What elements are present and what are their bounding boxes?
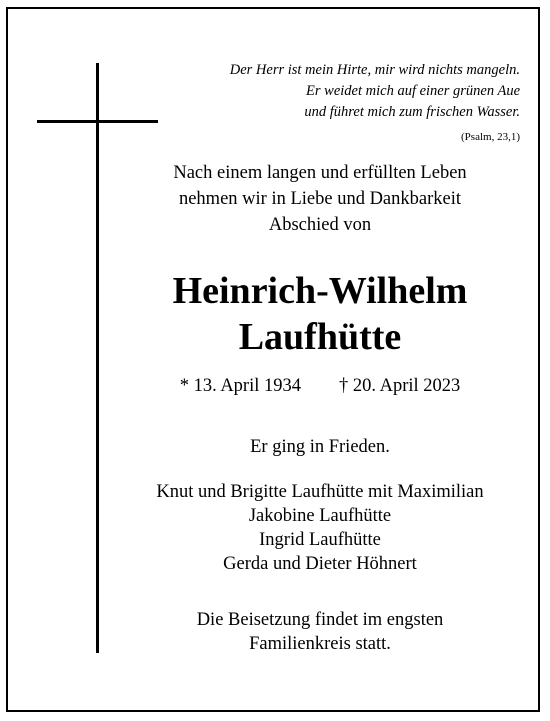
intro-line: nehmen wir in Liebe und Dankbarkeit: [178, 189, 462, 209]
cross-horizontal-beam: [37, 120, 158, 123]
cross-vertical-beam: [96, 63, 99, 653]
deceased-name: [120, 268, 520, 360]
mourner-line: Gerda und Dieter Höhnert: [223, 554, 417, 574]
intro-text: [120, 160, 520, 238]
mourner-line: Ingrid Laufhütte: [259, 530, 381, 550]
deceased-surname: Laufhütte: [238, 316, 402, 358]
mourner-line: Jakobine Laufhütte: [248, 506, 392, 526]
verse-line: und führet mich zum frischen Wasser.: [304, 104, 520, 120]
verse-reference: (Psalm, 23,1): [461, 131, 520, 143]
verse-line: Der Herr ist mein Hirte, mir wird nichts mangeln.: [229, 62, 520, 78]
deceased-first-names: Heinrich-Wilhelm: [172, 270, 468, 312]
funeral-notice: [120, 608, 520, 656]
death-date: † 20. April 2023: [339, 376, 461, 396]
psalm-verse: [160, 60, 520, 123]
intro-line: Abschied von: [268, 215, 372, 235]
funeral-line: Familienkreis statt.: [249, 634, 391, 654]
verse-line: Er weidet mich auf einer grünen Aue: [306, 83, 520, 99]
funeral-line: Die Beisetzung findet im engsten: [196, 610, 444, 630]
birth-date: * 13. April 1934: [179, 376, 301, 396]
mourner-line: Knut und Brigitte Laufhütte mit Maximilian: [156, 482, 484, 502]
life-dates: [120, 374, 520, 398]
mourners-list: [120, 480, 520, 576]
intro-line: Nach einem langen und erfüllten Leben: [173, 163, 467, 183]
motto: Er ging in Frieden.: [250, 437, 390, 457]
